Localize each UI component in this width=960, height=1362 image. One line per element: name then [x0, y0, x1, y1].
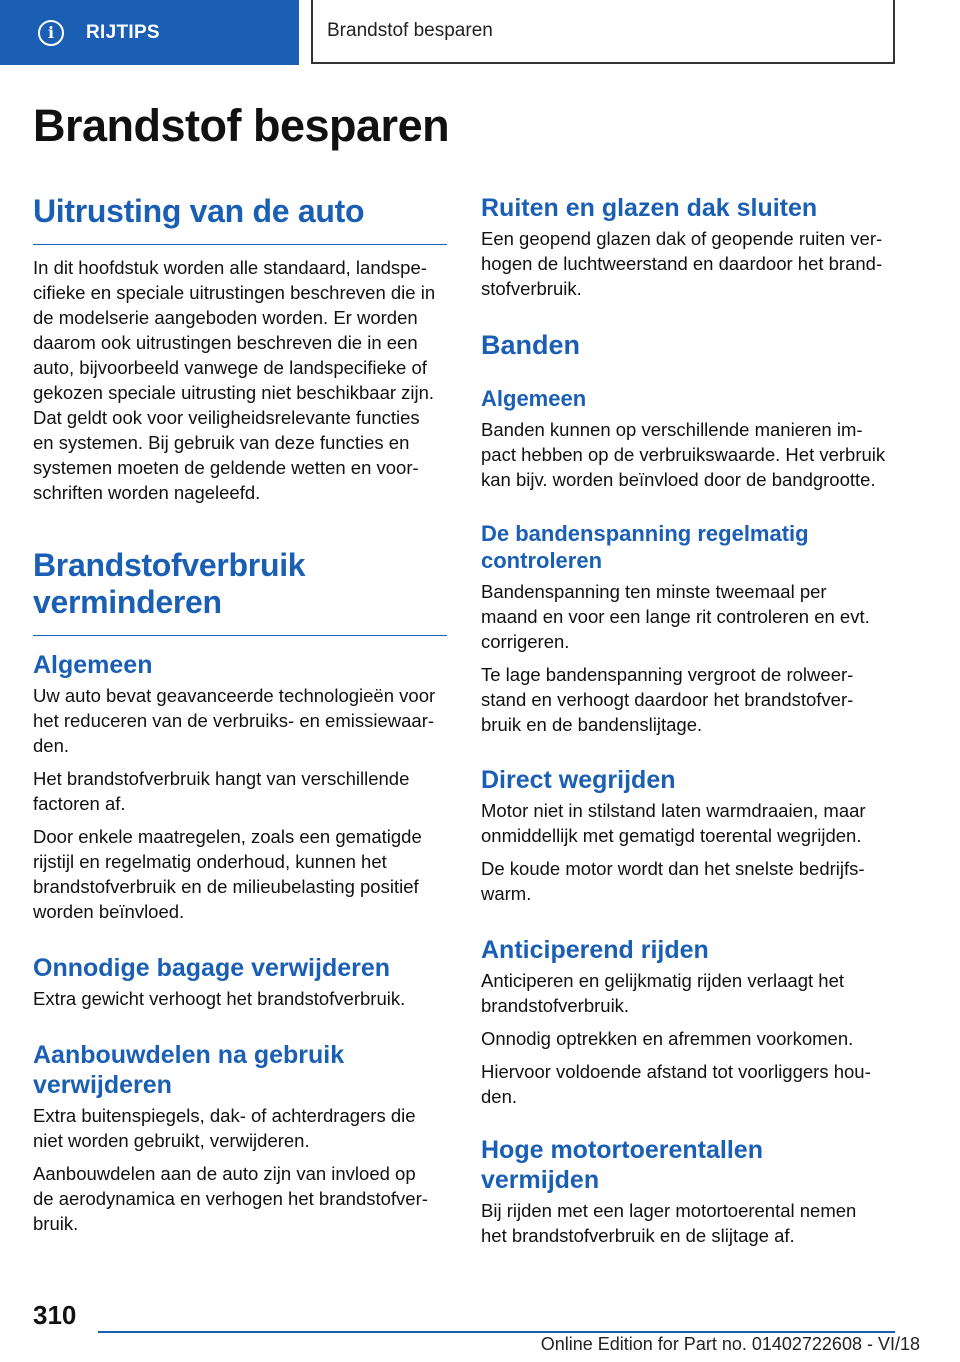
text-line: Bij rijden met een lager motortoerental nemen: [481, 1200, 857, 1221]
subsection-bagage: [33, 953, 447, 1011]
text-line: daarom ook uitrustingen beschreven die in een: [33, 332, 418, 353]
paragraph: [33, 1161, 447, 1236]
text-line: het brandstofverbruik en de slijtage af.: [481, 1225, 795, 1246]
section-tab: [0, 0, 299, 65]
text-line: stand en verhoogt daardoor het brandstofver-: [481, 689, 854, 710]
text-line: kan bijv. worden beïnvloed door de bandgrootte.: [481, 469, 876, 490]
text-line: hogen de luchtweerstand en daardoor het brand-: [481, 253, 883, 274]
paragraph: [481, 579, 895, 654]
text-line: de aerodynamica en verhogen het brandstofver-: [33, 1188, 428, 1209]
subsection-heading: Onnodige bagage verwijderen: [33, 954, 391, 982]
text-line: Extra gewicht verhoogt het brandstofverbruik.: [33, 988, 406, 1009]
text-line: systemen moeten de geldende wetten en voor-: [33, 457, 419, 478]
text-line: den.: [33, 735, 70, 756]
text-line: factoren af.: [33, 793, 126, 814]
paragraph: [33, 766, 447, 816]
paragraph: [481, 662, 895, 737]
text-line: auto, bijvoorbeeld vanwege de landspecifieke of: [33, 357, 427, 378]
text-line: Motor niet in stilstand laten warmdraaien, maar: [481, 800, 866, 821]
subsection-heading: [33, 1040, 447, 1100]
paragraph: [33, 824, 447, 924]
subsection-ruiten: [481, 193, 895, 301]
text-line: Het brandstofverbruik hangt van verschillende: [33, 768, 410, 789]
section-heading: [33, 547, 447, 636]
subsection-heading: Anticiperend rijden: [481, 936, 709, 964]
subsection-direct-wegrijden: [481, 765, 895, 906]
text-line: bruik.: [33, 1213, 79, 1234]
text-line: rijstijl en regelmatig onderhoud, kunnen het: [33, 851, 387, 872]
paragraph: [481, 1059, 895, 1109]
subsection-heading: Algemeen: [481, 386, 587, 411]
footer-divider: [98, 1331, 895, 1333]
paragraph: [481, 417, 895, 492]
paragraph: [481, 226, 895, 301]
page-title: Brandstof besparen: [33, 100, 450, 151]
text-line: de modelserie aangeboden worden. Er worden: [33, 307, 418, 328]
text-line: Een geopend glazen dak of geopende ruiten ver-: [481, 228, 883, 249]
text-line: niet worden gebruikt, verwijderen.: [33, 1130, 310, 1151]
text-line: het reduceren van de verbruiks- en emissiewaar-: [33, 710, 435, 731]
text-line: schriften worden nageleefd.: [33, 482, 261, 503]
section-uitrusting: [33, 193, 447, 245]
subsection-heading: [481, 1135, 895, 1195]
text-line: cifieke en speciale uitrustingen beschreven die in: [33, 282, 436, 303]
paragraph: [481, 1198, 895, 1248]
edition-label: Online Edition for Part no. 01402722608 - VI/18: [540, 1334, 920, 1354]
text-line: De koude motor wordt dan het snelste bedrijfs-: [481, 858, 865, 879]
text-line: Extra buitenspiegels, dak- of achterdragers die: [33, 1105, 416, 1126]
uitrusting-paragraph: [33, 255, 447, 505]
subsection-banden-algemeen: [481, 385, 895, 492]
text-line: Aanbouwdelen aan de auto zijn van invloed op: [33, 1163, 416, 1184]
text-line: en systemen. Bij gebruik van deze functies en: [33, 432, 410, 453]
text-line: Onnodig optrekken en afremmen voorkomen.: [481, 1028, 854, 1049]
paragraph: [33, 683, 447, 758]
text-line: pact hebben op de verbruikswaarde. Het verbruik: [481, 444, 886, 465]
text-line: den.: [481, 1086, 518, 1107]
paragraph: [481, 968, 895, 1018]
paragraph: [481, 798, 895, 848]
section-heading: Uitrusting van de auto: [33, 193, 447, 245]
heading-line: Aanbouwdelen na gebruik: [33, 1041, 345, 1069]
breadcrumb-label: Brandstof besparen: [327, 20, 493, 41]
paragraph: [481, 856, 895, 906]
text-line: Hiervoor voldoende afstand tot voorliggers hou-: [481, 1061, 871, 1082]
text-line: worden beïnvloed.: [33, 901, 185, 922]
text-line: Uw auto bevat geavanceerde technologieën voor: [33, 685, 436, 706]
text-line: warm.: [481, 883, 532, 904]
text-line: onmiddellijk met gematigd toerental wegrijden.: [481, 825, 862, 846]
text-line: brandstofverbruik en de milieubelasting positief: [33, 876, 419, 897]
breadcrumb: [311, 0, 895, 64]
text-line: Banden kunnen op verschillende manieren im-: [481, 419, 863, 440]
section-tab-label: RIJTIPS: [86, 21, 160, 43]
subsection-heading: Ruiten en glazen dak sluiten: [481, 194, 818, 222]
info-icon: i: [38, 20, 64, 46]
heading-line: Hoge motortoerentallen: [481, 1136, 763, 1164]
text-line: maand en voor een lange rit controleren en evt.: [481, 606, 870, 627]
subsection-bandenspanning: [481, 520, 895, 737]
page-number: 310: [33, 1300, 77, 1330]
text-line: corrigeren.: [481, 631, 570, 652]
subsection-aanbouwdelen: [33, 1040, 447, 1236]
subsection-heading: [481, 520, 895, 574]
text-line: gekozen speciale uitrusting niet beschikbaar zijn.: [33, 382, 435, 403]
text-line: brandstofverbruik.: [481, 995, 630, 1016]
subsection-hoge-toerentallen: [481, 1135, 895, 1248]
heading-line: verminderen: [33, 584, 222, 620]
heading-line: De bandenspanning regelmatig: [481, 521, 809, 546]
heading-line: Brandstofverbruik: [33, 547, 306, 583]
section-heading: Banden: [481, 330, 581, 360]
subsection-heading: Direct wegrijden: [481, 766, 676, 794]
subsection-anticiperend: [481, 935, 895, 1109]
text-line: Anticiperen en gelijkmatig rijden verlaagt het: [481, 970, 845, 991]
section-banden: [481, 330, 895, 360]
subsection-heading: Algemeen: [33, 651, 153, 679]
section-brandstofverbruik: [33, 547, 447, 636]
text-line: In dit hoofdstuk worden alle standaard, landspe-: [33, 257, 427, 278]
paragraph: [33, 1103, 447, 1153]
heading-line: vermijden: [481, 1166, 600, 1194]
subsection-algemeen: [33, 650, 447, 924]
text-line: stofverbruik.: [481, 278, 582, 299]
text-line: Door enkele maatregelen, zoals een gematigde: [33, 826, 422, 847]
text-line: bruik en de bandenslijtage.: [481, 714, 703, 735]
heading-line: verwijderen: [33, 1071, 172, 1099]
text-line: Dat geldt ook voor veiligheidsrelevante functies: [33, 407, 420, 428]
text-line: Te lage bandenspanning vergroot de rolweer-: [481, 664, 854, 685]
text-line: Bandenspanning ten minste tweemaal per: [481, 581, 827, 602]
heading-line: controleren: [481, 548, 603, 573]
